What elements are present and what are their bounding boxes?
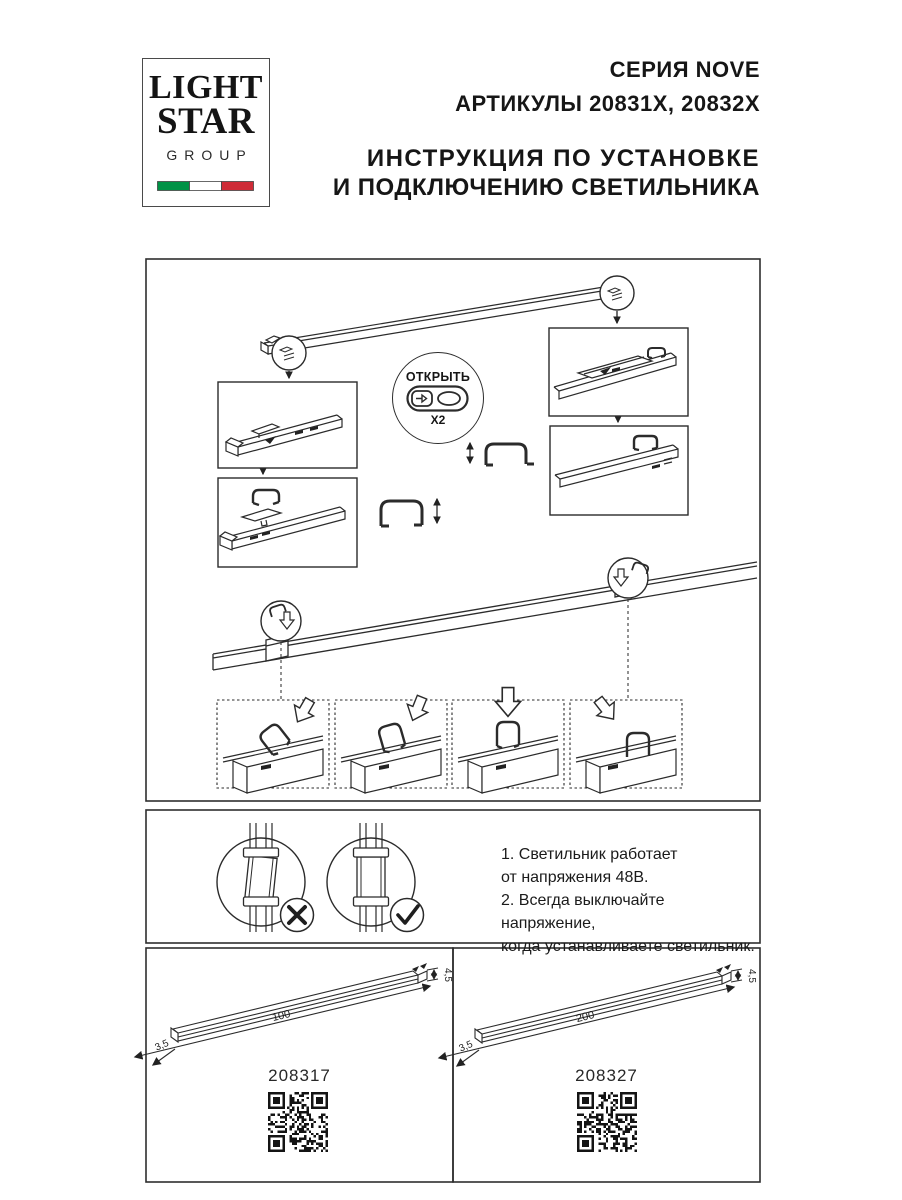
clip-step-panel-2 — [335, 693, 447, 793]
left-end-callout-circle — [272, 336, 306, 370]
article-number-208327: 208327 — [575, 1066, 638, 1085]
detail-box-clip-above-rail — [550, 426, 688, 515]
mounted-rail-left-callout — [261, 601, 301, 641]
logo-word-star: STAR — [157, 101, 255, 142]
mounted-rail-right-callout — [608, 558, 649, 598]
clip-step-panel-4 — [570, 693, 682, 793]
dim-length-208317: 100 — [270, 1008, 292, 1025]
product-drawing-208327 — [439, 964, 757, 1066]
open-count-label: X2 — [430, 412, 446, 427]
clip-step-panel-3 — [452, 688, 564, 793]
logo-word-light: LIGHT — [149, 69, 263, 106]
check-icon — [391, 899, 424, 932]
track-rail-overview — [261, 282, 627, 354]
c-clip-icon-small — [470, 443, 534, 465]
dim-height-208327: 4,5 — [746, 969, 757, 983]
assembly-panel-frame — [146, 259, 760, 801]
italian-flag-icon — [157, 181, 254, 191]
doc-title-line1: ИНСТРУКЦИЯ ПО УСТАНОВКЕ — [366, 145, 760, 172]
clip-step-panel-1 — [217, 695, 329, 793]
product-drawing-208317 — [135, 963, 453, 1065]
articles-subtitle: АРТИКУЛЫ 20831X, 20832X — [455, 91, 760, 116]
open-slider-icon — [406, 385, 470, 412]
callout-dashed-leaders — [281, 599, 628, 699]
detail-box-endcap-clip — [218, 478, 357, 567]
dim-height-208317: 4,5 — [442, 968, 453, 982]
c-clip-icon-large — [381, 499, 437, 526]
warning-line-3: 2. Всегда выключайте напряжение, — [501, 892, 665, 932]
warning-line-2: от напряжения 48В. — [501, 869, 649, 886]
lightstar-logo — [142, 58, 270, 207]
dim-depth-208317: 3,5 — [153, 1037, 171, 1054]
qr-code-208317 — [268, 1092, 328, 1152]
product-panel-frames — [146, 948, 760, 1182]
article-number-208317: 208317 — [268, 1066, 331, 1085]
detail-box-sliding-cover — [549, 328, 688, 416]
dim-length-208327: 200 — [574, 1009, 596, 1026]
open-label: ОТКРЫТЬ — [405, 369, 471, 384]
open-instruction-badge — [392, 352, 484, 444]
warning-line-1: 1. Светильник работает — [501, 846, 678, 863]
detail-box-open-latch — [218, 382, 357, 468]
qr-code-208327 — [577, 1092, 637, 1152]
warning-text — [501, 843, 756, 958]
doc-title-line2: И ПОДКЛЮЧЕНИЮ СВЕТИЛЬНИКА — [332, 174, 760, 201]
series-title: СЕРИЯ NOVE — [609, 57, 760, 82]
right-end-callout-circle — [600, 276, 634, 310]
warning-line-4: когда устанавливаете светильник. — [501, 938, 755, 955]
logo-word-group: GROUP — [166, 147, 253, 163]
dim-depth-208327: 3,5 — [457, 1038, 475, 1055]
cross-icon — [281, 899, 314, 932]
